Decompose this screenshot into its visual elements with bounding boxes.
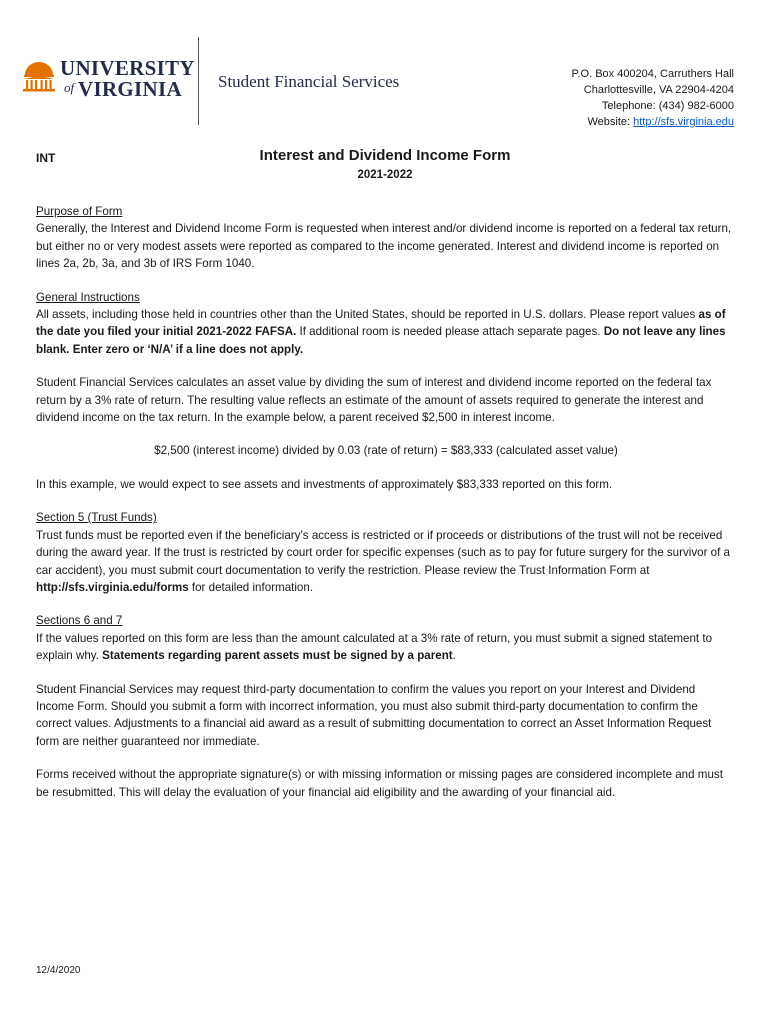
calculation-formula: $2,500 (interest income) divided by 0.03 (rate of return) = $83,333 (calculated asset value) (154, 444, 618, 458)
purpose-text: Generally, the Interest and Dividend Income Form is requested when interest and/or dividend income is reported on a federal tax return, but either no or very modest assets were reported as compared to the income generated. Interest and dividend income is reported on lines 2a, 2b, 3a, and 3b of IRS Form 1040. (36, 222, 732, 271)
uva-wordmark-of: of (64, 80, 75, 95)
trust-forms-url[interactable]: http://sfs.virginia.edu/forms (36, 580, 189, 594)
revision-date: 12/4/2020 (36, 965, 81, 976)
sections-6-7-heading: Sections 6 and 7 (36, 614, 123, 628)
telephone: Telephone: (434) 982-6000 (601, 100, 734, 112)
general-bold-a: as of the date you filed your initial 2021-2022 FAFSA. (36, 308, 726, 339)
form-code: INT (36, 151, 56, 165)
general-instructions-text (36, 306, 736, 358)
sections-6-7-text (36, 630, 736, 665)
incomplete-section (36, 766, 736, 801)
trust-funds-text (36, 527, 736, 597)
trust-funds-heading: Section 5 (Trust Funds) (36, 511, 157, 525)
calculation-text: Student Financial Services calculates an asset value by dividing the sum of interest and dividend income reported on the federal tax return by a 3% rate of return. The resulting value reflects an estimate of the amount of assets required to generate the interest and dividend income on the tax return. In the example below, a parent received $2,500 in interest income. (36, 376, 712, 425)
website-link[interactable]: http://sfs.virginia.edu (633, 116, 734, 128)
sections-text-b: . (452, 649, 456, 663)
general-instructions-heading: General Instructions (36, 290, 140, 304)
uva-logo (22, 56, 195, 104)
purpose-section (36, 203, 736, 273)
uva-wordmark (60, 56, 195, 101)
sections-bold-a: Statements regarding parent assets must be signed by a parent (102, 649, 453, 663)
form-title: Interest and Dividend Income Form (259, 147, 511, 164)
general-instructions-section (36, 289, 736, 359)
purpose-heading: Purpose of Form (36, 205, 123, 218)
header-divider (198, 37, 199, 125)
uva-wordmark-line1: UNIVERSITY (60, 56, 195, 80)
calculation-section (36, 374, 736, 426)
address-line-1: P.O. Box 400204, Carruthers Hall (571, 68, 734, 80)
contact-info (572, 66, 734, 130)
general-bold-b: Do not leave any lines blank. Enter zero or ‘N/A’ if a line does not apply. (36, 325, 726, 356)
general-text-b: If additional room is needed please attach separate pages. (296, 325, 604, 339)
office-name: Student Financial Services (218, 72, 400, 91)
example-text: In this example, we would expect to see assets and investments of approximately $83,333 reported on this form. (36, 477, 613, 491)
sections-text-a: If the values reported on this form are less than the amount calculated at a 3% rate of return, you must submit a signed statement to explain why. (36, 631, 713, 663)
trust-text-a: Trust funds must be reported even if the beneficiary’s access is restricted or if proceeds or distributions of the trust will not be received during the award year. If the trust is restricted by court order for specific expenses (such as to pay for future surgery for the survivor of a car accident), you must submit court documentation to verify the restriction. Please review the Trust Information Form at (36, 528, 731, 577)
address-line-2: Charlottesville, VA 22904-4204 (583, 84, 734, 96)
incomplete-text: Forms received without the appropriate signature(s) or with missing information or missing pages are considered incomplete and must be resubmitted. This will delay the evaluation of your financial aid eligibility and the awarding of your financial aid. (36, 768, 723, 799)
trust-funds-section (36, 509, 736, 596)
trust-text-b: for detailed information. (188, 580, 314, 594)
uva-wordmark-line2: VIRGINIA (78, 77, 182, 101)
general-text-a: All assets, including those held in countries other than the United States, should be reported in U.S. dollars. Please report values (36, 308, 699, 322)
rotunda-icon (22, 60, 56, 92)
sections-6-7-section (36, 612, 736, 664)
example-section (36, 476, 736, 493)
website (572, 114, 734, 130)
website-label: Website: (587, 116, 634, 128)
form-instructions (36, 203, 736, 817)
verification-section (36, 681, 736, 751)
verification-text: Student Financial Services may request third-party documentation to confirm the values you report on your Interest and Dividend Income Form. Should you submit a form with incorrect information, you must also submit third-party documentation to confirm the correct values. Adjustments to a financial aid award as a result of submitting documentation to correct an Asset Information Request form are neither guaranteed nor immediate. (36, 682, 712, 748)
form-year: 2021-2022 (357, 169, 413, 181)
